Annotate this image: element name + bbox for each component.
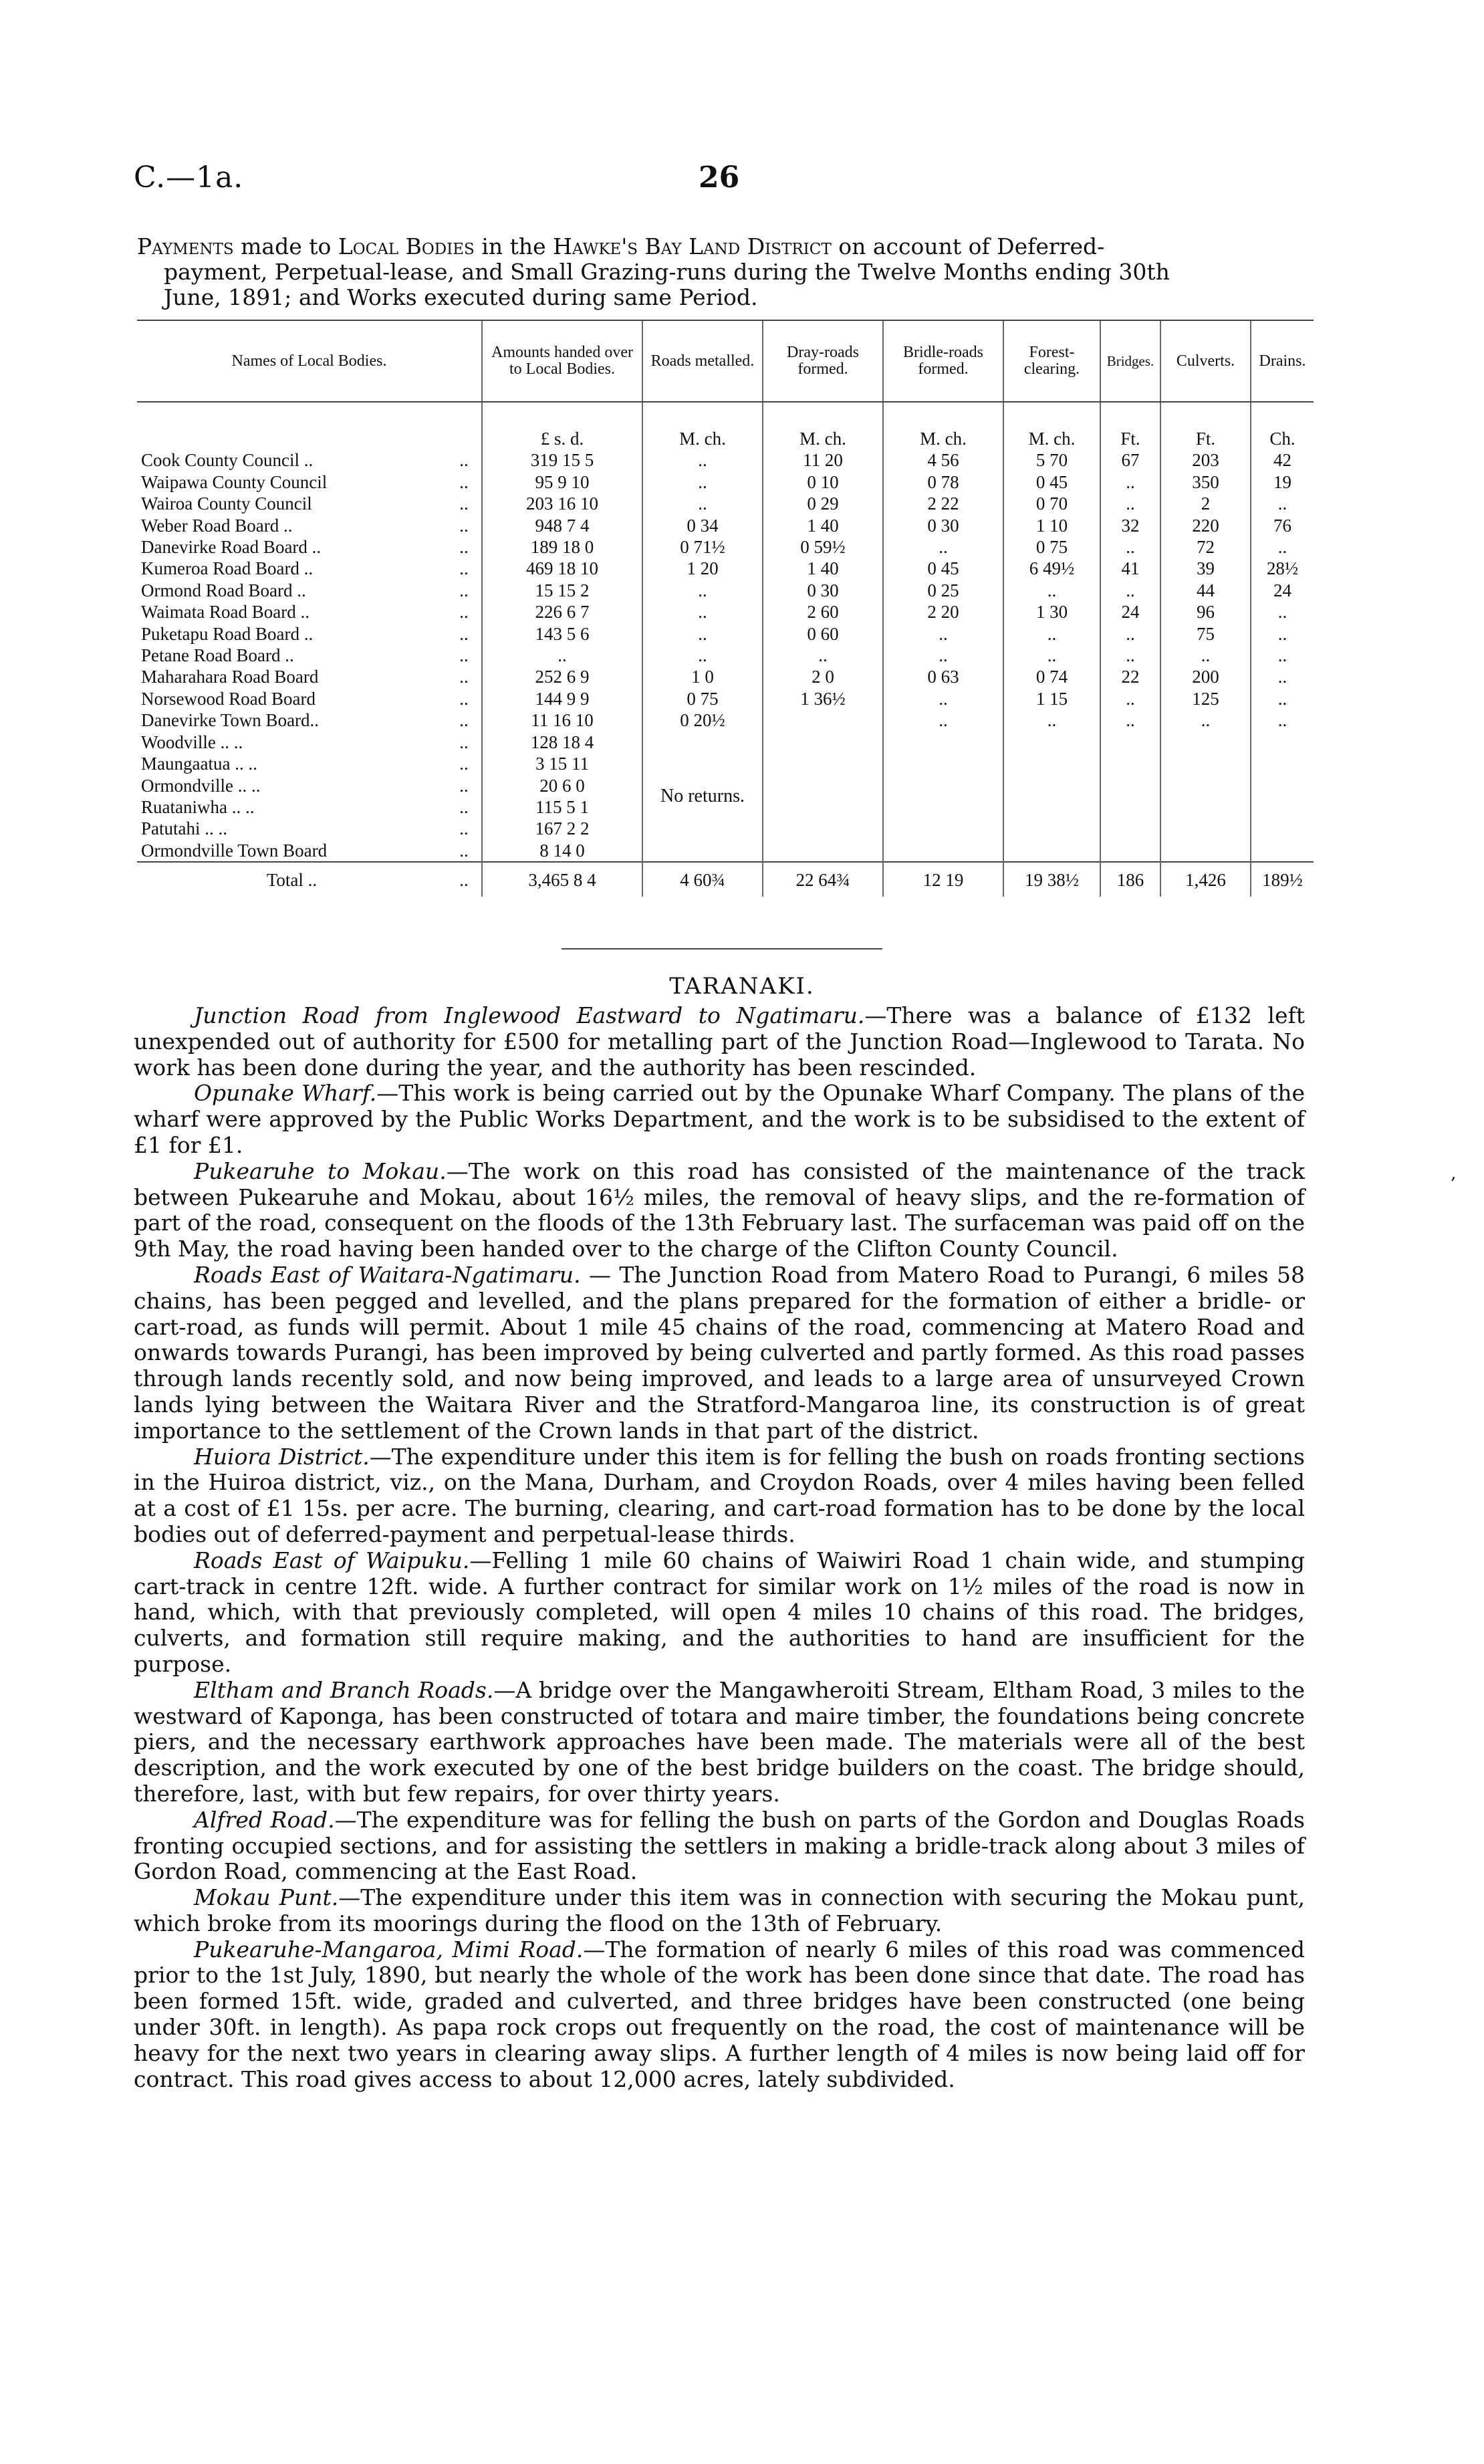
dray-cell: 0 10 (763, 471, 883, 493)
total-forest: 19 38½ (1003, 862, 1100, 896)
table-row (137, 688, 1314, 709)
paragraph-title: Roads East of Waitara-Ngatimaru. (194, 1261, 581, 1288)
bridle-cell: 0 25 (883, 580, 1003, 601)
total-amount: 3,465 8 4 (482, 862, 642, 896)
paragraph (134, 1678, 1305, 1807)
total-dray: 22 64¾ (763, 862, 883, 896)
culverts-cell: 44 (1160, 580, 1251, 601)
dray-cell: .. (763, 645, 883, 666)
column-header: Bridle-roads formed. (883, 320, 1003, 402)
payments-table (137, 320, 1314, 897)
amount-cell: 319 15 5 (482, 449, 642, 471)
table-row (137, 709, 1314, 731)
amount-cell: 3 15 11 (482, 753, 642, 774)
body-text (134, 1003, 1305, 2092)
table-cell (137, 402, 447, 449)
local-body-name: Weber Road Board .. (141, 515, 293, 536)
forest-cell: .. (1003, 580, 1100, 601)
culverts-cell: 72 (1160, 536, 1251, 558)
culverts-cell: 2 (1160, 493, 1251, 514)
drains-cell: .. (1251, 536, 1314, 558)
column-header: Forest-clearing. (1003, 320, 1100, 402)
dray-cell: 0 30 (763, 580, 883, 601)
forest-cell: 1 15 (1003, 688, 1100, 709)
leader-dots: .. (459, 602, 469, 623)
margin-mark: ‚ (1451, 1163, 1457, 1184)
bridle-cell: 0 78 (883, 471, 1003, 493)
forest-cell: 0 74 (1003, 666, 1100, 687)
empty-cell (1100, 732, 1160, 862)
leader-dots: .. (459, 754, 469, 774)
paragraph-title: Roads East of Waipuku. (194, 1547, 470, 1573)
local-body-name: Wairoa County Council (141, 493, 312, 514)
local-body-name: Petane Road Board .. (141, 645, 294, 666)
unit-label: Ch. (1251, 402, 1314, 449)
paragraph-text: —The work on this road has consisted of the maintenance of the track between Pukearuhe and Mokau, about 16½ miles, the removal of heavy slips, and the re-formation of part of the road, consequent on the floods of the 13th February last. The surfaceman was paid off on the 9th May, the road having been handed over to the charge of the Clifton County Council. (134, 1157, 1305, 1262)
bridges-cell: .. (1100, 493, 1160, 514)
amount-cell: 144 9 9 (482, 688, 642, 709)
table-row (137, 493, 1314, 514)
bridle-cell: .. (883, 688, 1003, 709)
paragraph-title: Mokau Punt. (194, 1884, 339, 1911)
leader-dots: .. (459, 710, 469, 731)
caption-text: on account of Deferred- (838, 233, 1105, 259)
leader-dots: .. (459, 667, 469, 687)
roads-cell: .. (642, 645, 763, 666)
paragraph-title: Pukearuhe-Mangaroa, Mimi Road. (194, 1936, 584, 1963)
amount-cell: 128 18 4 (482, 732, 642, 753)
table-row (137, 558, 1314, 579)
drains-cell: .. (1251, 645, 1314, 666)
drains-cell: .. (1251, 623, 1314, 645)
unit-label: M. ch. (763, 402, 883, 449)
bridle-cell: 0 45 (883, 558, 1003, 579)
culverts-cell: 350 (1160, 471, 1251, 493)
drains-cell: 24 (1251, 580, 1314, 601)
paragraph-text: —The expenditure under this item is for felling the bush on roads fronting sections in the Huiroa district, viz., on the Mana, Durham, and Croydon Roads, over 4 miles having been felled at a cost of £1 15s. per acre. The burning, clearing, and cart-road formation has to be done by the local bodies out of deferred-payment and perpetual-lease thirds. (134, 1443, 1305, 1547)
bridle-cell: 2 20 (883, 601, 1003, 623)
empty-cell (883, 732, 1003, 862)
bridges-cell: 67 (1100, 449, 1160, 471)
table-row (137, 536, 1314, 558)
local-body-name: Danevirke Road Board .. (141, 537, 322, 558)
leader-dots: .. (459, 515, 469, 536)
paragraph-text: —The expenditure under this item was in connection with securing the Mokau punt, which broke from its moorings during the flood on the 13th of February. (134, 1884, 1305, 1936)
paragraph-title: Opunake Wharf. (194, 1080, 377, 1107)
paragraph (134, 1548, 1305, 1678)
empty-cell (1003, 732, 1100, 862)
forest-cell: 1 10 (1003, 515, 1100, 536)
paragraph-text: —A bridge over the Mangawheroiti Stream, Eltham Road, 3 miles to the westward of Kaponga, has been constructed of totara and maire timber, the foundations being concrete piers, and the necessary earthwork approaches have been made. The materials were all of the best description, and the work executed by one of the best bridge builders on the coast. The bridge should, therefore, last, with but few repairs, for over thirty years. (134, 1676, 1305, 1807)
amount-cell: 469 18 10 (482, 558, 642, 579)
dray-cell: 0 60 (763, 623, 883, 645)
local-body-name: Ormondville Town Board (141, 840, 328, 861)
paragraph (134, 1081, 1305, 1158)
section-heading: TARANAKI. (669, 973, 815, 1000)
table-row (137, 515, 1314, 536)
amount-cell: 226 6 7 (482, 601, 642, 623)
table-row (137, 449, 1314, 471)
paragraph-title: Eltham and Branch Roads. (194, 1676, 494, 1703)
roads-cell: 1 20 (642, 558, 763, 579)
local-body-name: Ruataniwha .. .. (141, 796, 255, 817)
total-bridges: 186 (1100, 862, 1160, 896)
roads-cell: .. (642, 580, 763, 601)
leader-dots: .. (459, 796, 469, 817)
column-header: Roads metalled. (642, 320, 763, 402)
amount-cell: 95 9 10 (482, 471, 642, 493)
local-body-name: Waipawa County Council (141, 471, 328, 492)
table-header-row (137, 320, 1314, 402)
bridle-cell: .. (883, 709, 1003, 731)
paragraph (134, 1885, 1305, 1937)
roads-cell: .. (642, 623, 763, 645)
units-row (137, 402, 1314, 449)
local-body-name: Patutahi .. .. (141, 818, 227, 839)
drains-cell: .. (1251, 666, 1314, 687)
bridle-cell: .. (883, 536, 1003, 558)
table-row (137, 645, 1314, 666)
caption-word: Payments (137, 233, 234, 259)
bridges-cell: 32 (1100, 515, 1160, 536)
roads-cell: 0 71½ (642, 536, 763, 558)
amount-cell: 948 7 4 (482, 515, 642, 536)
drains-cell: 19 (1251, 471, 1314, 493)
dray-cell: 2 60 (763, 601, 883, 623)
leader-dots: .. (459, 688, 469, 709)
caption-text: in the (481, 233, 546, 259)
amount-cell: 167 2 2 (482, 818, 642, 839)
column-header: Culverts. (1160, 320, 1251, 402)
roads-cell: .. (642, 471, 763, 493)
leader-dots: .. (459, 493, 469, 514)
total-label: Total .. (137, 862, 447, 896)
amount-cell: 203 16 10 (482, 493, 642, 514)
total-bridle: 12 19 (883, 862, 1003, 896)
bridges-cell: .. (1100, 645, 1160, 666)
section-divider (562, 948, 882, 949)
culverts-cell: 125 (1160, 688, 1251, 709)
caption-word: Local Bodies (338, 233, 475, 259)
paragraph-text: —Felling 1 mile 60 chains of Waiwiri Road 1 chain wide, and stumping cart-track in centre 12ft. wide. A further contract for similar work on 1½ miles of the road is now in hand, which, with that previously completed, will open 4 miles 10 chains of this road. The bridges, culverts, and formation still require making, and the authorities to hand are insufficient for the purpose. (134, 1547, 1305, 1677)
culverts-cell: 220 (1160, 515, 1251, 536)
local-body-name: Waimata Road Board .. (141, 602, 310, 623)
paragraph-title: Alfred Road. (194, 1806, 335, 1833)
culverts-cell: 200 (1160, 666, 1251, 687)
drains-cell: .. (1251, 688, 1314, 709)
paragraph (134, 1262, 1305, 1444)
table-caption (137, 234, 1314, 310)
drains-cell: .. (1251, 709, 1314, 731)
forest-cell: 1 30 (1003, 601, 1100, 623)
total-roads: 4 60¾ (642, 862, 763, 896)
forest-cell: .. (1003, 623, 1100, 645)
leader-dots: .. (459, 558, 469, 579)
leader-dots: .. (459, 580, 469, 600)
paragraph-text: —This work is being carried out by the Opunake Wharf Company. The plans of the wharf were approved by the Public Works Department, and the work is to be subsidised to the extent of £1 for £1. (134, 1080, 1305, 1158)
roads-cell: 0 34 (642, 515, 763, 536)
leader-dots: .. (459, 732, 469, 752)
dray-cell: 0 59½ (763, 536, 883, 558)
bridges-cell: .. (1100, 688, 1160, 709)
column-header: Names of Local Bodies. (137, 320, 482, 402)
forest-cell: 0 45 (1003, 471, 1100, 493)
bridges-cell: .. (1100, 623, 1160, 645)
column-header: Bridges. (1100, 320, 1160, 402)
paragraph-text: —The formation of nearly 6 miles of this road was commenced prior to the 1st July, 1890, but nearly the whole of the work has been done since that date. The road has been formed 15ft. wide, graded and culverted, and three bridges have been constructed (one being under 30ft. in length). As papa rock crops out frequently on the road, the cost of maintenance will be heavy for the next two years in clearing away slips. A further length of 4 miles is now being laid off for contract. This road gives access to about 12,000 acres, lately subdivided. (134, 1936, 1305, 2092)
caption-text: payment, Perpetual-lease, and Small Grazing-runs during the Twelve Months ending 30th (164, 259, 1170, 285)
total-row (137, 862, 1314, 896)
culverts-cell: .. (1160, 709, 1251, 731)
table-row (137, 623, 1314, 645)
unit-label: Ft. (1100, 402, 1160, 449)
leader-dots: .. (459, 818, 469, 839)
bridle-cell: .. (883, 645, 1003, 666)
paragraph-title: Huiora District. (194, 1443, 370, 1470)
amount-cell: 189 18 0 (482, 536, 642, 558)
total-drains: 189½ (1251, 862, 1314, 896)
roads-cell: .. (642, 449, 763, 471)
bridle-cell: 4 56 (883, 449, 1003, 471)
forest-cell: 6 49½ (1003, 558, 1100, 579)
local-body-name: Kumeroa Road Board .. (141, 558, 314, 579)
table-row (137, 471, 1314, 493)
culverts-cell: 96 (1160, 601, 1251, 623)
amount-cell: 143 5 6 (482, 623, 642, 645)
dray-cell: 2 0 (763, 666, 883, 687)
document-reference: C.—1a. (134, 160, 244, 195)
empty-cell (1160, 732, 1251, 862)
leader-dots: .. (447, 862, 482, 896)
roads-cell: .. (642, 601, 763, 623)
bridges-cell: 24 (1100, 601, 1160, 623)
amount-cell: 115 5 1 (482, 796, 642, 818)
empty-cell (1251, 732, 1314, 862)
paragraph (134, 1159, 1305, 1262)
unit-label: M. ch. (883, 402, 1003, 449)
dray-cell: 0 29 (763, 493, 883, 514)
paragraph-text: —There was a balance of £132 left unexpended out of authority for £500 for metalling part of the Junction Road—Inglewood to Tarata. No work has been done during the year, and the authority has been rescinded. (134, 1002, 1305, 1081)
table-cell (447, 402, 482, 449)
roads-cell: 0 75 (642, 688, 763, 709)
unit-label: £ s. d. (482, 402, 642, 449)
column-header: Dray-roads formed. (763, 320, 883, 402)
unit-label: Ft. (1160, 402, 1251, 449)
leader-dots: .. (459, 537, 469, 558)
table-row (137, 580, 1314, 601)
paragraph (134, 1807, 1305, 1885)
forest-cell: 5 70 (1003, 449, 1100, 471)
culverts-cell: 203 (1160, 449, 1251, 471)
dray-cell: 1 40 (763, 558, 883, 579)
drains-cell: .. (1251, 493, 1314, 514)
bridle-cell: 2 22 (883, 493, 1003, 514)
total-culverts: 1,426 (1160, 862, 1251, 896)
local-body-name: Maungaatua .. .. (141, 754, 257, 774)
leader-dots: .. (459, 840, 469, 861)
local-body-name: Woodville .. .. (141, 732, 243, 752)
paragraph (134, 1937, 1305, 2093)
caption-text: made to (241, 233, 332, 259)
bridges-cell: 22 (1100, 666, 1160, 687)
bridle-cell: 0 63 (883, 666, 1003, 687)
amount-cell: 20 6 0 (482, 775, 642, 796)
dray-cell: 1 40 (763, 515, 883, 536)
paragraph (134, 1444, 1305, 1548)
amount-cell: 15 15 2 (482, 580, 642, 601)
roads-cell: 0 20½ (642, 709, 763, 731)
drains-cell: .. (1251, 601, 1314, 623)
forest-cell: 0 70 (1003, 493, 1100, 514)
empty-cell (763, 732, 883, 862)
local-body-name: Ormondville .. .. (141, 775, 261, 796)
culverts-cell: 75 (1160, 623, 1251, 645)
bridges-cell: .. (1100, 580, 1160, 601)
local-body-name: Cook County Council .. (141, 450, 314, 471)
caption-word: Hawke's Bay Land District (553, 233, 832, 259)
paragraph-title: Junction Road from Inglewood Eastward to Ngatimaru. (194, 1002, 865, 1028)
leader-dots: .. (459, 623, 469, 644)
amount-cell: 8 14 0 (482, 840, 642, 862)
leader-dots: .. (459, 775, 469, 796)
roads-cell: 1 0 (642, 666, 763, 687)
dray-cell: 1 36½ (763, 688, 883, 709)
amount-cell: 11 16 10 (482, 709, 642, 731)
bridle-cell: 0 30 (883, 515, 1003, 536)
drains-cell: 76 (1251, 515, 1314, 536)
no-returns-note: No returns. (642, 732, 763, 862)
paragraph-title: Pukearuhe to Mokau. (194, 1157, 447, 1184)
culverts-cell: .. (1160, 645, 1251, 666)
table-row (137, 666, 1314, 687)
caption-text: June, 1891; and Works executed during same Period. (164, 284, 758, 310)
leader-dots: .. (459, 450, 469, 471)
local-body-name: Puketapu Road Board .. (141, 623, 314, 644)
local-body-name: Danevirke Town Board.. (141, 710, 320, 731)
paragraph-text: — The Junction Road from Matero Road to Purangi, 6 miles 58 chains, has been pegged and levelled, and the plans prepared for the formation of either a bridle- or cart-road, as funds will permit. About 1 mile 45 chains of the road, commencing at Matero Road and onwards towards Purangi, has been improved by being culverted and partly formed. As this road passes through lands recently sold, and now being improved, and leads to a large area of unsurveyed Crown lands lying between the Waitara River and the Stratford-Mangaroa line, its construction is of great importance to the settlement of the Crown lands in that part of the district. (134, 1261, 1305, 1444)
table-row (137, 601, 1314, 623)
local-body-name: Norsewood Road Board (141, 688, 316, 709)
culverts-cell: 39 (1160, 558, 1251, 579)
forest-cell: .. (1003, 709, 1100, 731)
leader-dots: .. (459, 645, 469, 666)
page-number: 26 (699, 160, 740, 195)
bridges-cell: 41 (1100, 558, 1160, 579)
unit-label: M. ch. (642, 402, 763, 449)
amount-cell: 252 6 9 (482, 666, 642, 687)
leader-dots: .. (459, 471, 469, 492)
roads-cell: .. (642, 493, 763, 514)
forest-cell: 0 75 (1003, 536, 1100, 558)
dray-cell: 11 20 (763, 449, 883, 471)
forest-cell: .. (1003, 645, 1100, 666)
bridle-cell: .. (883, 623, 1003, 645)
paragraph (134, 1003, 1305, 1081)
drains-cell: 42 (1251, 449, 1314, 471)
local-body-name: Ormond Road Board .. (141, 580, 306, 600)
unit-label: M. ch. (1003, 402, 1100, 449)
bridges-cell: .. (1100, 471, 1160, 493)
drains-cell: 28½ (1251, 558, 1314, 579)
local-body-name: Maharahara Road Board (141, 667, 319, 687)
dray-cell (763, 709, 883, 731)
column-header: Amounts handed over to Local Bodies. (482, 320, 642, 402)
bridges-cell: .. (1100, 709, 1160, 731)
paragraph-text: —The expenditure was for felling the bush on parts of the Gordon and Douglas Roads fronting occupied sections, and for assisting the settlers in making a bridle-track along about 3 miles of Gordon Road, commencing at the East Road. (134, 1806, 1305, 1885)
amount-cell: .. (482, 645, 642, 666)
column-header: Drains. (1251, 320, 1314, 402)
bridges-cell: .. (1100, 536, 1160, 558)
table-row (137, 732, 1314, 753)
